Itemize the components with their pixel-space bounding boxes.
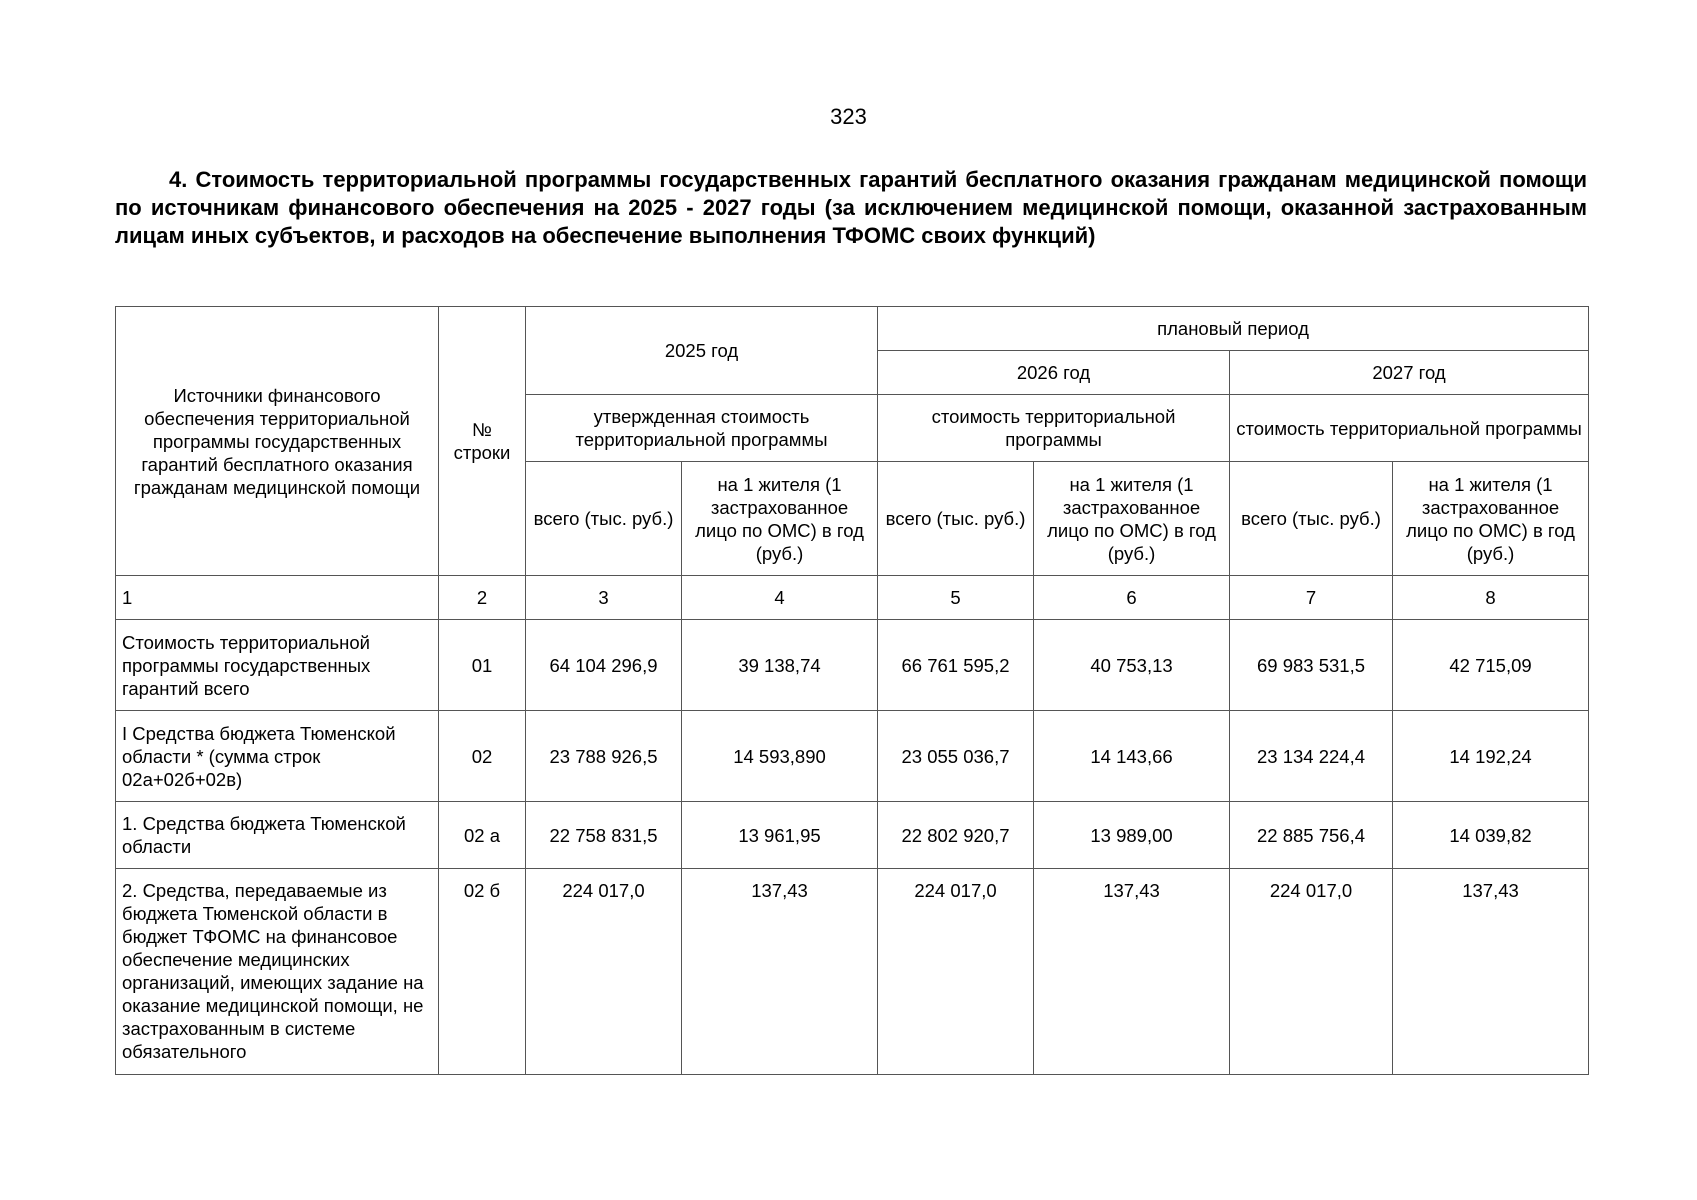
column-number-row — [116, 576, 1589, 620]
table-row — [116, 802, 1589, 869]
table-row — [116, 869, 1589, 1075]
header-total-2025: всего (тыс. руб.) — [526, 462, 682, 576]
row-name: I Средства бюджета Тюменской области * (сумма строк 02а+02б+02в) — [116, 711, 439, 802]
row-value: 22 802 920,7 — [878, 802, 1034, 869]
row-value: 66 761 595,2 — [878, 620, 1034, 711]
row-value: 42 715,09 — [1393, 620, 1589, 711]
row-value: 14 192,24 — [1393, 711, 1589, 802]
header-year-2025: 2025 год — [526, 307, 878, 395]
row-name: 1. Средства бюджета Тюменской области — [116, 802, 439, 869]
header-total-2027: всего (тыс. руб.) — [1230, 462, 1393, 576]
row-code: 02 б — [439, 869, 526, 1075]
row-value: 22 885 756,4 — [1230, 802, 1393, 869]
row-value: 40 753,13 — [1034, 620, 1230, 711]
page-number: 323 — [830, 104, 867, 129]
column-number: 4 — [682, 576, 878, 620]
row-value: 14 039,82 — [1393, 802, 1589, 869]
row-value: 23 788 926,5 — [526, 711, 682, 802]
header-sources: Источники финансового обеспечения территориальной программы государственных гарантий бесплатного оказания гражданам медицинской помощи — [116, 307, 439, 576]
header-year-2027: 2027 год — [1230, 351, 1589, 395]
header-total-2026: всего (тыс. руб.) — [878, 462, 1034, 576]
row-name: 2. Средства, передаваемые из бюджета Тюменской области в бюджет ТФОМС на финансовое обеспечение медицинских организаций, имеющих задание на оказание медицинской помощи, не застрахованным в системе обязательного — [116, 869, 439, 1075]
header-cost-2027: стоимость территориальной программы — [1230, 395, 1589, 462]
row-value: 224 017,0 — [878, 869, 1034, 1075]
header-per-capita-2027: на 1 жителя (1 застрахованное лицо по ОМС) в год (руб.) — [1393, 462, 1589, 576]
row-value: 39 138,74 — [682, 620, 878, 711]
header-cost-2026: стоимость территориальной программы — [878, 395, 1230, 462]
row-value: 224 017,0 — [526, 869, 682, 1075]
header-row-1 — [116, 307, 1589, 351]
column-number: 6 — [1034, 576, 1230, 620]
header-approved-cost: утвержденная стоимость территориальной программы — [526, 395, 878, 462]
column-number: 5 — [878, 576, 1034, 620]
header-year-2026: 2026 год — [878, 351, 1230, 395]
column-number: 2 — [439, 576, 526, 620]
column-number: 8 — [1393, 576, 1589, 620]
column-number: 7 — [1230, 576, 1393, 620]
row-value: 13 961,95 — [682, 802, 878, 869]
row-code: 02 — [439, 711, 526, 802]
financing-cost-table — [115, 306, 1589, 1075]
header-per-capita-2026: на 1 жителя (1 застрахованное лицо по ОМС) в год (руб.) — [1034, 462, 1230, 576]
row-value: 69 983 531,5 — [1230, 620, 1393, 711]
row-value: 13 989,00 — [1034, 802, 1230, 869]
row-value: 14 143,66 — [1034, 711, 1230, 802]
row-value: 64 104 296,9 — [526, 620, 682, 711]
header-per-capita-2025: на 1 жителя (1 застрахованное лицо по ОМС) в год (руб.) — [682, 462, 878, 576]
table-row — [116, 620, 1589, 711]
table-row — [116, 711, 1589, 802]
row-name: Стоимость территориальной программы государственных гарантий всего — [116, 620, 439, 711]
row-value: 224 017,0 — [1230, 869, 1393, 1075]
header-planned-period: плановый период — [878, 307, 1589, 351]
row-value: 137,43 — [682, 869, 878, 1075]
column-number: 3 — [526, 576, 682, 620]
row-value: 137,43 — [1393, 869, 1589, 1075]
row-value: 137,43 — [1034, 869, 1230, 1075]
section-heading: 4. Стоимость территориальной программы государственных гарантий бесплатного оказания гражданам медицинской помощи по источникам финансового обеспечения на 2025 - 2027 годы (за исключением медицинской помощи, оказанной застрахованным лицам иных субъектов, и расходов на обеспечение выполнения ТФОМС своих функций) — [115, 167, 1587, 248]
row-value: 14 593,890 — [682, 711, 878, 802]
row-value: 22 758 831,5 — [526, 802, 682, 869]
row-code: 01 — [439, 620, 526, 711]
row-value: 23 134 224,4 — [1230, 711, 1393, 802]
header-row-number: № строки — [439, 307, 526, 576]
row-code: 02 а — [439, 802, 526, 869]
row-value: 23 055 036,7 — [878, 711, 1034, 802]
column-number: 1 — [116, 576, 439, 620]
